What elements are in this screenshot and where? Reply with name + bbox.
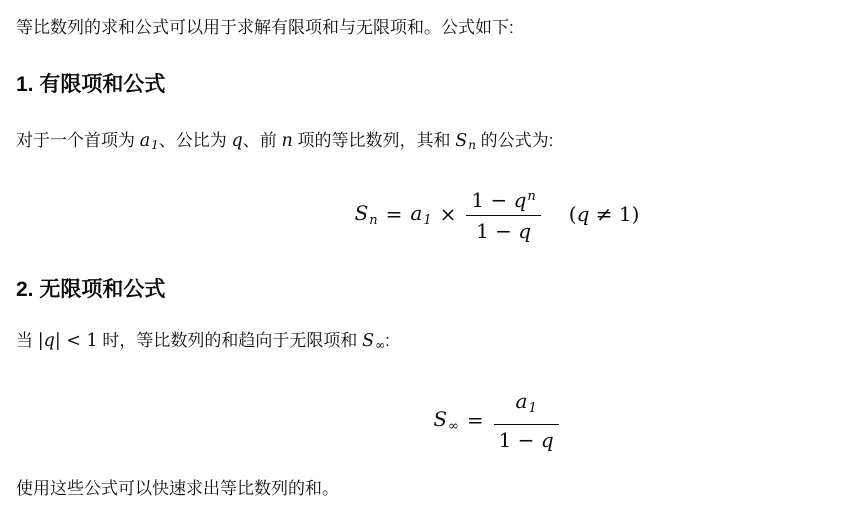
var-n: n bbox=[281, 131, 293, 151]
text-segment: : bbox=[385, 331, 390, 350]
closing-paragraph: 使用这些公式可以快速求出等比数列的和。 bbox=[16, 479, 339, 498]
formula-sub-infinity: ∞ bbox=[448, 418, 459, 434]
numerator-text: 1 − bbox=[471, 188, 514, 212]
condition-var-q: q bbox=[576, 202, 590, 226]
var-Sn-sub: n bbox=[468, 138, 476, 152]
denominator-var-q: q bbox=[540, 427, 554, 452]
text-segment: 当 bbox=[16, 331, 38, 350]
formula-lhs bbox=[355, 201, 378, 228]
formula-lhs bbox=[433, 407, 459, 434]
denominator bbox=[466, 216, 540, 243]
numerator-sub-1: 1 bbox=[528, 400, 537, 416]
text-segment: 、前 bbox=[242, 131, 282, 150]
formula-sub-1: 1 bbox=[423, 212, 432, 228]
times-sign: × bbox=[439, 202, 457, 226]
denominator bbox=[494, 425, 559, 452]
text-segment: 、公比为 bbox=[158, 131, 232, 150]
fraction bbox=[494, 389, 559, 452]
var-Sinf-sub: ∞ bbox=[375, 338, 386, 352]
text-segment: 对于一个首项为 bbox=[16, 131, 140, 150]
formula-condition bbox=[569, 202, 640, 226]
finite-sum-description bbox=[16, 128, 852, 158]
intro-paragraph: 等比数列的求和公式可以用于求解有限项和与无限项和。公式如下: bbox=[16, 18, 514, 37]
equals-sign: = bbox=[466, 408, 484, 432]
numerator bbox=[466, 185, 540, 216]
formula-var-a: a bbox=[410, 200, 423, 225]
infinite-sum-description bbox=[16, 328, 852, 358]
finite-sum-formula bbox=[16, 182, 852, 246]
var-q: q bbox=[43, 331, 55, 351]
var-Sinf: S bbox=[362, 331, 375, 351]
abs-open-bar: | bbox=[37, 331, 44, 351]
var-Sn: S bbox=[455, 131, 468, 151]
condition-open-paren: ( bbox=[568, 202, 577, 226]
text-segment: 时，等比数列的和趋向于无限项和 bbox=[97, 331, 363, 350]
formula-coef bbox=[410, 201, 431, 228]
formula-var-S: S bbox=[433, 406, 448, 431]
text-segment: 项的等比数列，其和 bbox=[292, 131, 456, 150]
numerator-var-a: a bbox=[515, 388, 528, 413]
formula-var-S: S bbox=[354, 200, 369, 225]
denominator-text: 1 − bbox=[476, 219, 519, 243]
numerator bbox=[494, 389, 559, 425]
denominator-text: 1 − bbox=[498, 427, 541, 452]
section-1-heading: 1. 有限项和公式 bbox=[16, 73, 166, 96]
section-2-heading: 2. 无限项和公式 bbox=[16, 278, 166, 301]
denominator-var-q: q bbox=[518, 219, 532, 243]
condition-text: ≠ 1) bbox=[589, 202, 640, 226]
formula-sub-n: n bbox=[369, 212, 378, 228]
numerator-sup-n: n bbox=[527, 189, 536, 204]
var-a1: a bbox=[139, 131, 151, 151]
var-q: q bbox=[231, 131, 243, 151]
fraction bbox=[466, 185, 540, 243]
infinite-sum-formula bbox=[16, 388, 852, 452]
abs-close-lt-1: | < 1 bbox=[54, 331, 98, 351]
equals-sign: = bbox=[385, 202, 403, 226]
numerator-var-q: q bbox=[513, 188, 527, 212]
var-a1-sub: 1 bbox=[151, 138, 159, 152]
text-segment: 的公式为: bbox=[475, 131, 554, 150]
